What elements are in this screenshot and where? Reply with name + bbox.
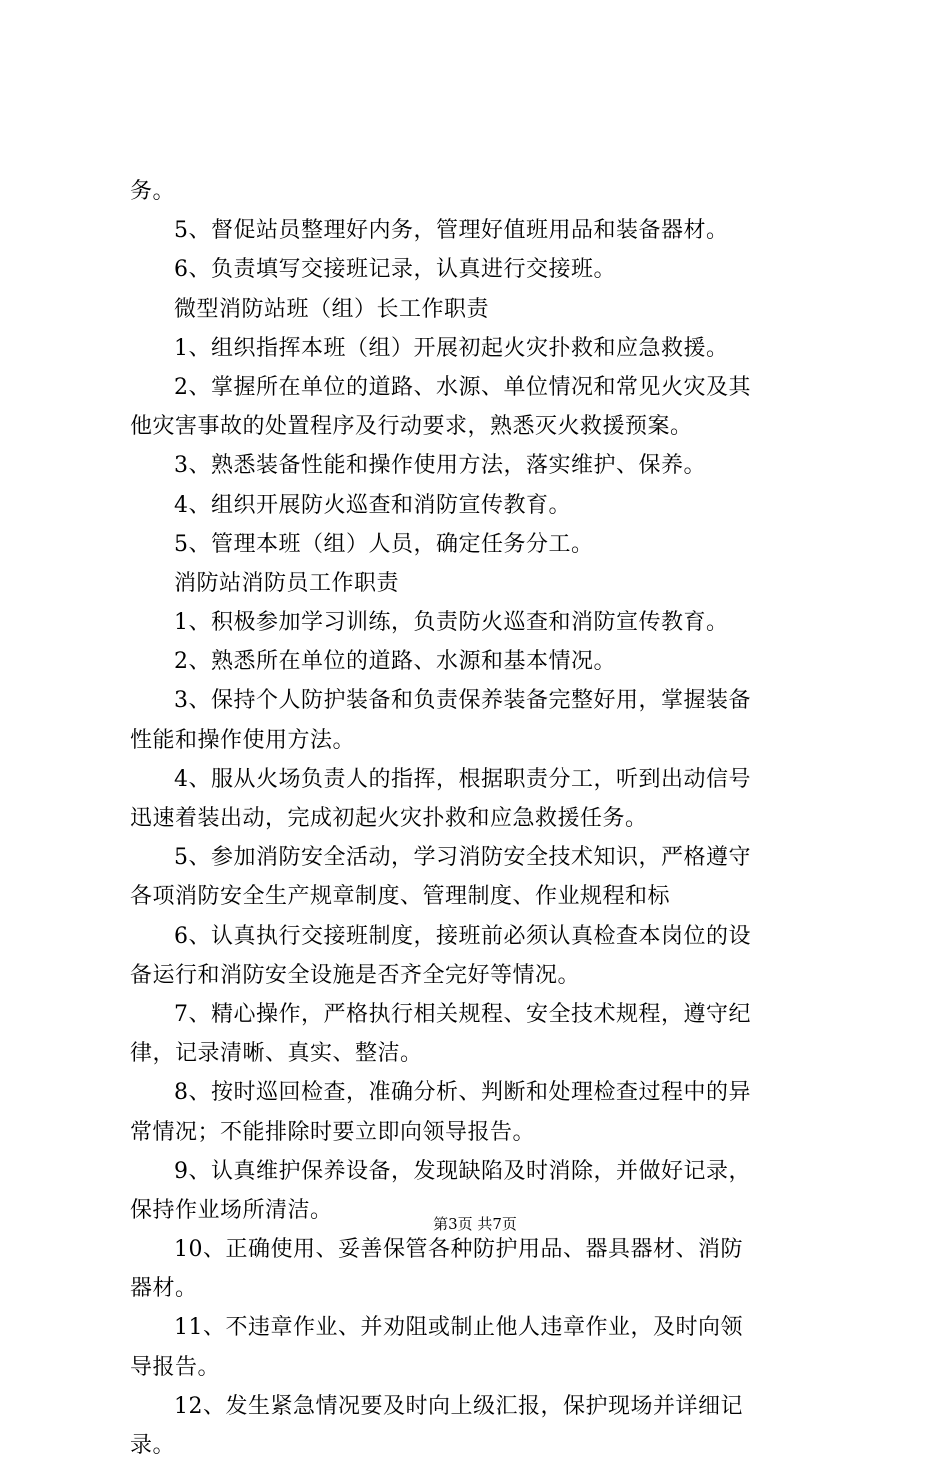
text-line: 4、组织开展防火巡查和消防宣传教育。: [174, 492, 571, 518]
text-line: 9、认真维护保养设备，发现缺陷及时消除，并做好记录，: [174, 1158, 751, 1184]
text-line: 6、认真执行交接班制度，接班前必须认真检查本岗位的设: [174, 923, 751, 949]
page-footer: 第3页 共7页: [433, 1215, 517, 1233]
text-line: 微型消防站班（组）长工作职责: [174, 296, 490, 322]
text-line: 性能和操作使用方法。: [130, 727, 356, 753]
text-line: 10、正确使用、妥善保管各种防护用品、器具器材、消防: [174, 1237, 743, 1263]
document-body: [130, 172, 830, 1465]
text-line: 备运行和消防安全设施是否齐全完好等情况。: [130, 962, 581, 988]
text-line: 迅速着装出动，完成初起火灾扑救和应急救援任务。: [130, 806, 648, 831]
text-line: 5、管理本班（组）人员，确定任务分工。: [174, 531, 594, 557]
text-line: 6、负责填写交接班记录，认真进行交接班。: [174, 257, 616, 283]
text-line: 7、精心操作，严格执行相关规程、安全技术规程，遵守纪: [174, 1001, 751, 1027]
text-line: 各项消防安全生产规章制度、管理制度、作业规程和标: [130, 884, 671, 910]
text-line: 8、按时巡回检查，准确分析、判断和处理检查过程中的异: [174, 1080, 751, 1106]
text-line: 保持作业场所清洁。: [130, 1197, 333, 1223]
text-line: 5、督促站员整理好内务，管理好值班用品和装备器材。: [174, 218, 729, 244]
text-line: 律，记录清晰、真实、整洁。: [130, 1041, 423, 1067]
text-line: 务。: [130, 179, 176, 204]
text-line: 常情况；不能排除时要立即向领导报告。: [130, 1119, 536, 1145]
text-line: 1、积极参加学习训练，负责防火巡查和消防宣传教育。: [174, 610, 729, 636]
text-line: 1、组织指挥本班（组）开展初起火灾扑救和应急救援。: [174, 335, 729, 361]
text-line: 11、不违章作业、并劝阻或制止他人违章作业，及时向领: [174, 1315, 743, 1341]
text-line: 2、掌握所在单位的道路、水源、单位情况和常见火灾及其: [174, 374, 751, 400]
text-line: 导报告。: [130, 1354, 221, 1380]
text-line: 5、参加消防安全活动，学习消防安全技术知识，严格遵守: [174, 845, 751, 871]
text-line: 12、发生紧急情况要及时向上级汇报，保护现场并详细记: [174, 1393, 743, 1419]
text-line: 消防站消防员工作职责: [174, 570, 400, 596]
text-line: 3、熟悉装备性能和操作使用方法，落实维护、保养。: [174, 453, 706, 479]
text-line: 器材。: [130, 1276, 198, 1302]
text-line: 3、保持个人防护装备和负责保养装备完整好用，掌握装备: [174, 688, 751, 714]
text-line: 4、服从火场负责人的指挥，根据职责分工，听到出动信号: [174, 766, 751, 792]
text-line: 2、熟悉所在单位的道路、水源和基本情况。: [174, 649, 616, 675]
text-line: 他灾害事故的处置程序及行动要求，熟悉灭火救援预案。: [130, 414, 693, 440]
text-line: 录。: [130, 1433, 176, 1458]
